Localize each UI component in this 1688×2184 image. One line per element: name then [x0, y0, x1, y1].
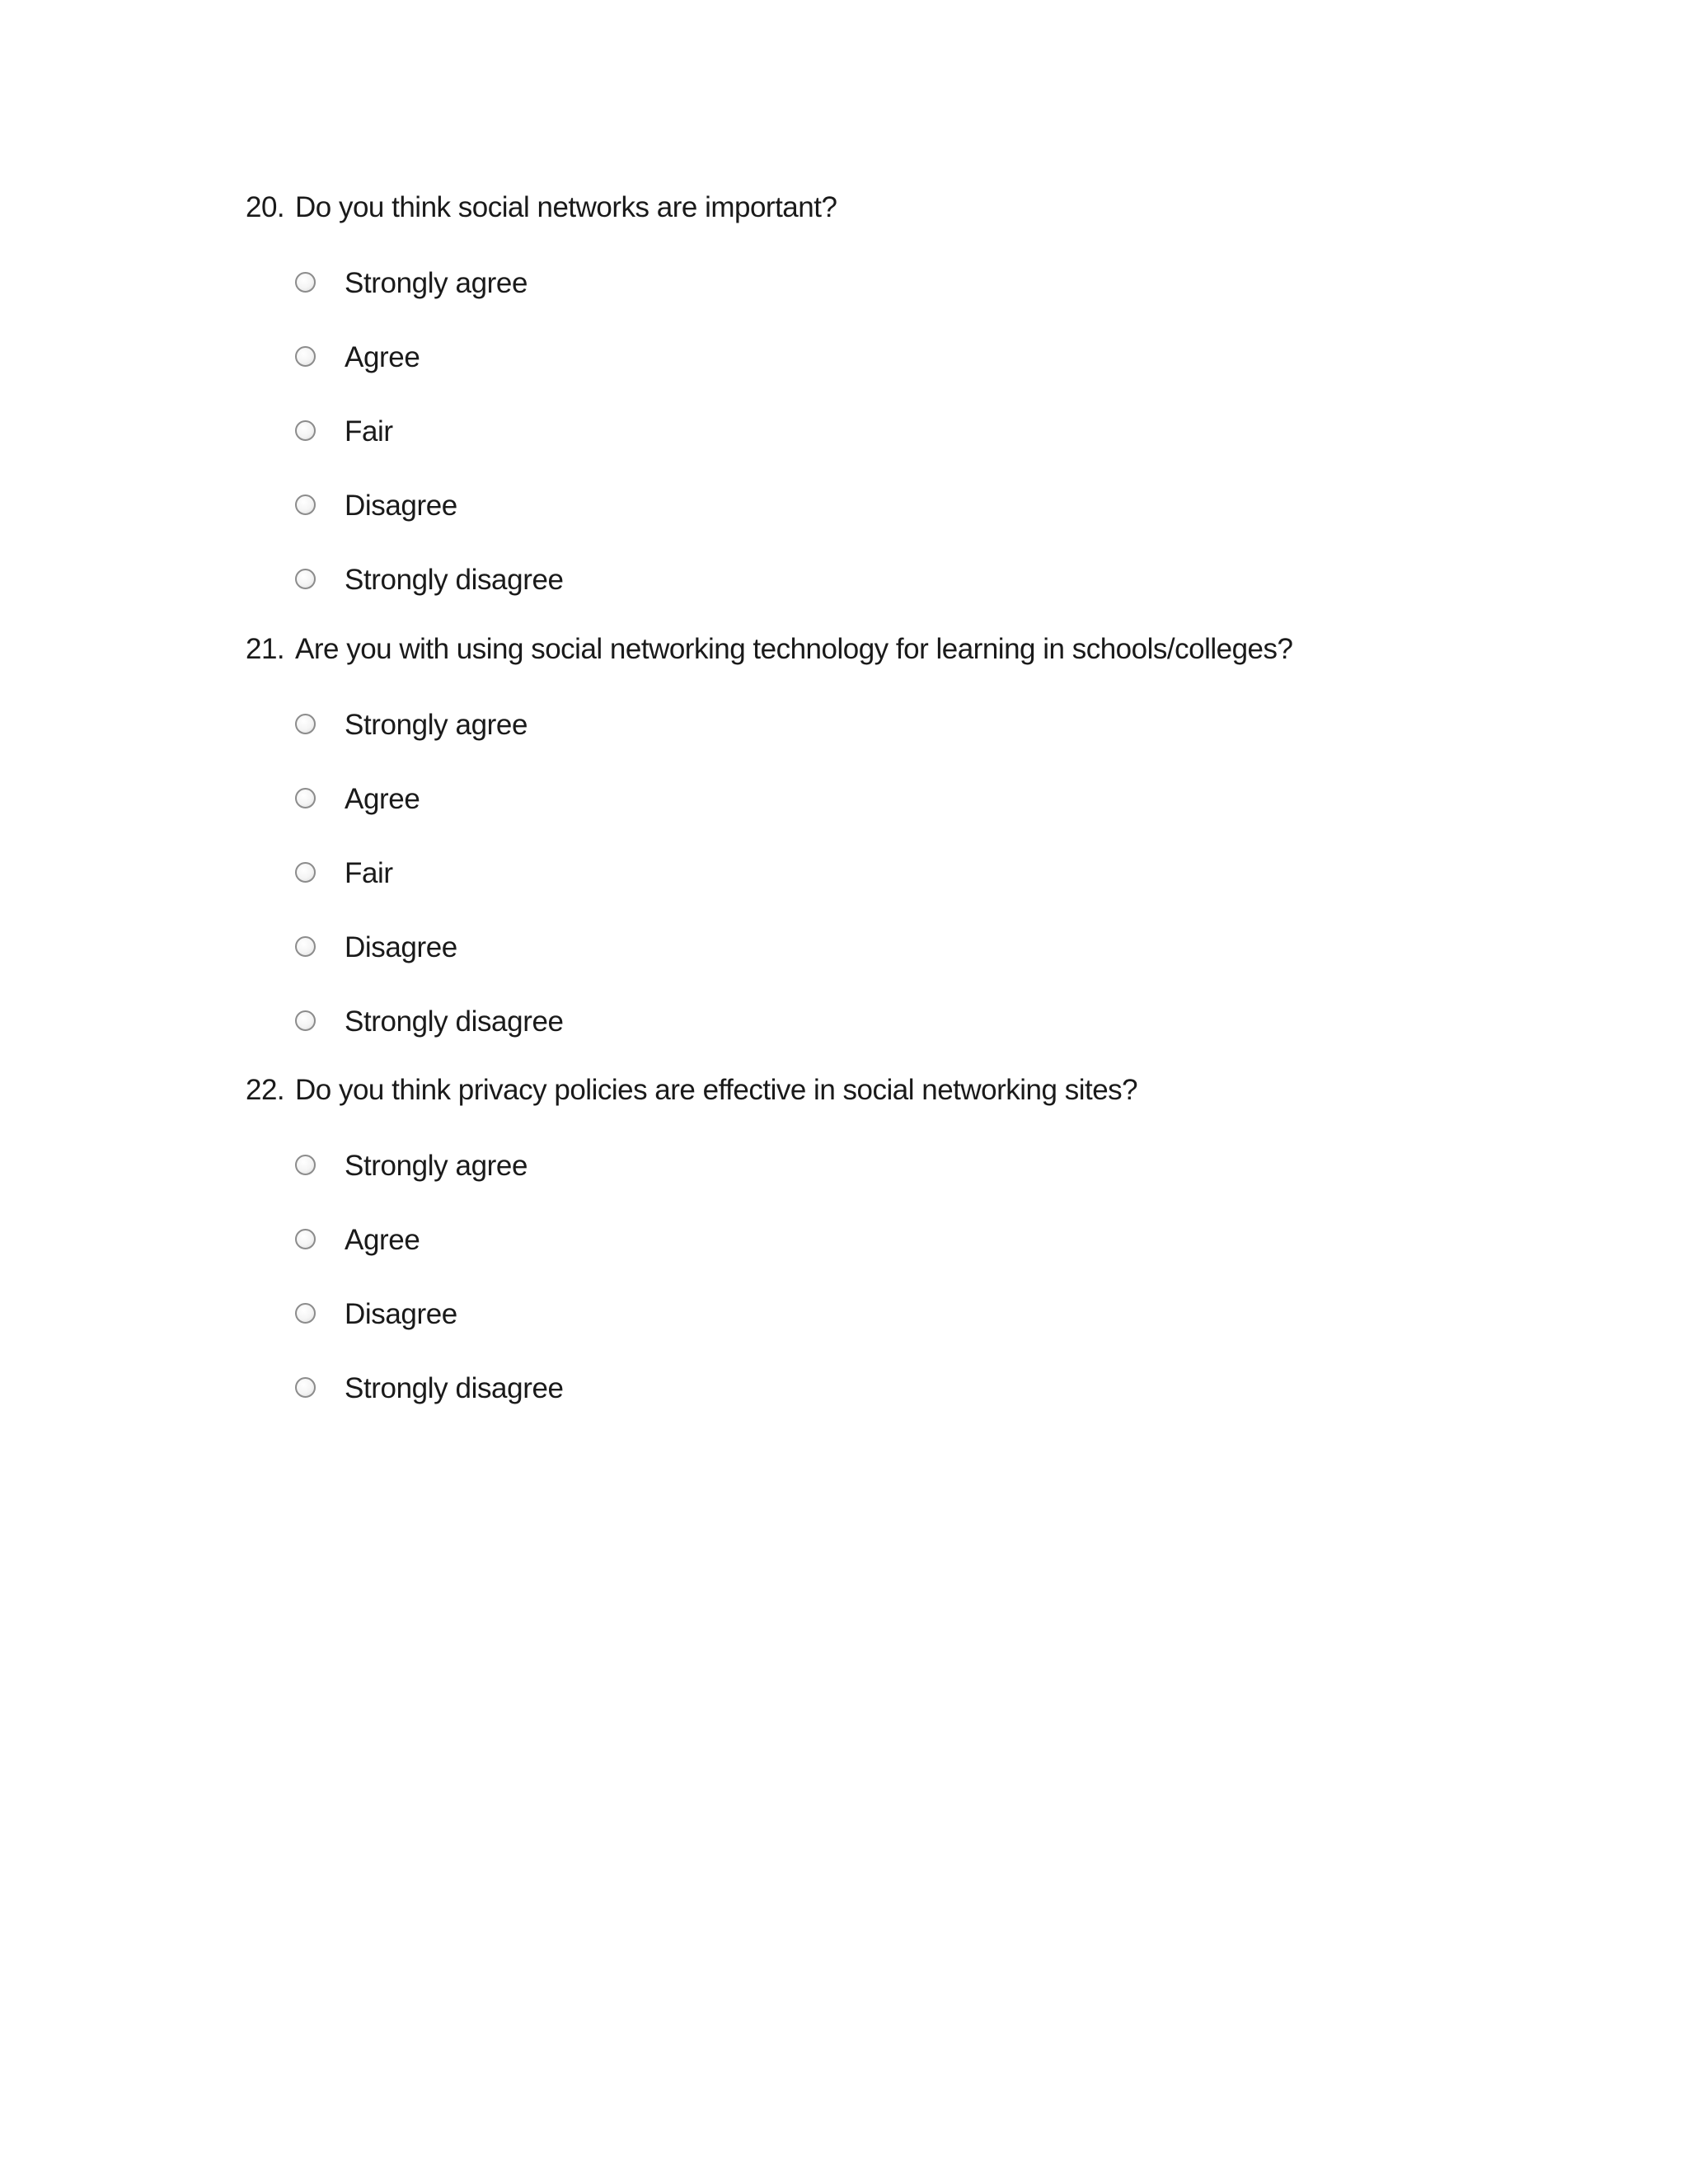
- radio-button[interactable]: [295, 1010, 316, 1031]
- option-disagree[interactable]: [295, 1296, 1531, 1371]
- option-strongly-agree[interactable]: [295, 707, 1531, 781]
- option-agree[interactable]: [295, 1222, 1531, 1296]
- radio-button[interactable]: [295, 420, 316, 441]
- question-number: 20.: [246, 191, 285, 223]
- question-text: Do you think social networks are important?: [295, 191, 837, 223]
- radio-button[interactable]: [295, 936, 316, 957]
- option-label: Strongly disagree: [345, 564, 564, 596]
- option-label: Strongly agree: [345, 709, 528, 741]
- option-label: Disagree: [345, 1298, 457, 1330]
- options-list: [246, 707, 1531, 1078]
- options-list: [246, 265, 1531, 636]
- option-strongly-disagree[interactable]: [295, 1371, 1531, 1445]
- option-disagree[interactable]: [295, 930, 1531, 1004]
- radio-button[interactable]: [295, 346, 316, 367]
- radio-button[interactable]: [295, 714, 316, 734]
- option-label: Disagree: [345, 490, 457, 522]
- radio-button[interactable]: [295, 862, 316, 883]
- option-label: Strongly disagree: [345, 1372, 564, 1404]
- option-label: Agree: [345, 1224, 420, 1256]
- radio-button[interactable]: [295, 1229, 316, 1249]
- option-label: Agree: [345, 783, 420, 815]
- option-disagree[interactable]: [295, 488, 1531, 562]
- question-heading: [246, 633, 1531, 677]
- question-21: [246, 633, 1531, 1078]
- question-heading: [246, 1074, 1531, 1118]
- option-label: Strongly disagree: [345, 1005, 564, 1038]
- options-list: [246, 1148, 1531, 1445]
- radio-button[interactable]: [295, 569, 316, 589]
- option-strongly-agree[interactable]: [295, 1148, 1531, 1222]
- option-agree[interactable]: [295, 340, 1531, 414]
- radio-button[interactable]: [295, 1155, 316, 1175]
- radio-button[interactable]: [295, 1377, 316, 1398]
- option-label: Strongly agree: [345, 1150, 528, 1182]
- question-text: Do you think privacy policies are effective in social networking sites?: [295, 1074, 1138, 1106]
- option-agree[interactable]: [295, 781, 1531, 855]
- radio-button[interactable]: [295, 494, 316, 515]
- option-fair[interactable]: [295, 855, 1531, 930]
- radio-button[interactable]: [295, 1303, 316, 1324]
- question-text: Are you with using social networking technology for learning in schools/colleges?: [295, 633, 1293, 665]
- question-heading: [246, 191, 1531, 236]
- option-label: Disagree: [345, 931, 457, 963]
- radio-button[interactable]: [295, 788, 316, 808]
- option-label: Fair: [345, 415, 393, 448]
- question-20: [246, 191, 1531, 636]
- option-label: Agree: [345, 341, 420, 373]
- option-strongly-disagree[interactable]: [295, 1004, 1531, 1078]
- question-22: [246, 1074, 1531, 1445]
- question-number: 22.: [246, 1074, 285, 1106]
- option-fair[interactable]: [295, 414, 1531, 488]
- option-strongly-agree[interactable]: [295, 265, 1531, 340]
- option-label: Strongly agree: [345, 267, 528, 299]
- option-strongly-disagree[interactable]: [295, 562, 1531, 636]
- question-number: 21.: [246, 633, 285, 665]
- option-label: Fair: [345, 857, 393, 889]
- radio-button[interactable]: [295, 272, 316, 293]
